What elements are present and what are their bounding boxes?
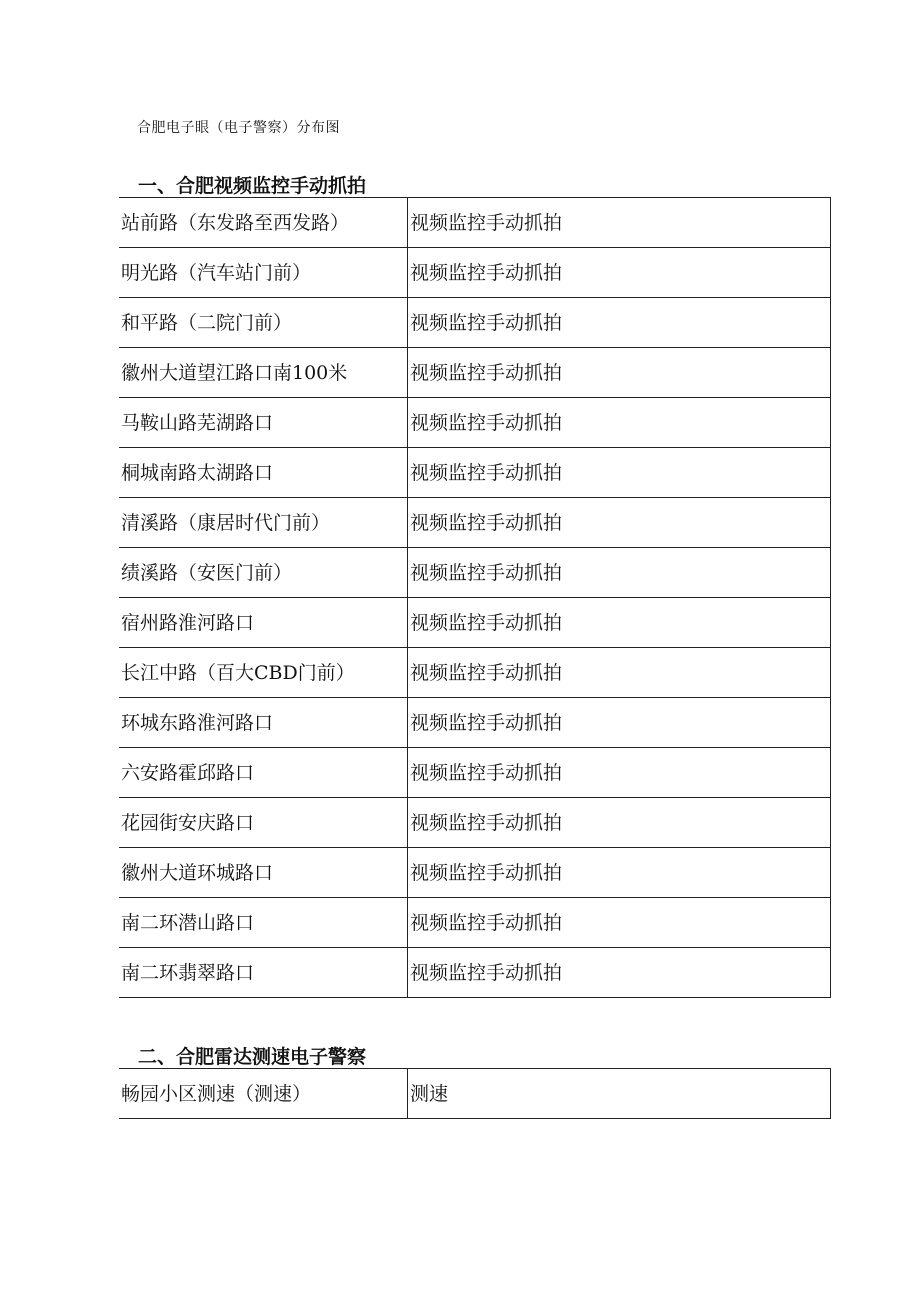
location-cell: 明光路（汽车站门前） bbox=[119, 248, 408, 298]
type-cell: 视频监控手动抓拍 bbox=[408, 348, 831, 398]
location-cell: 绩溪路（安医门前） bbox=[119, 548, 408, 598]
table-row bbox=[119, 348, 831, 398]
location-cell: 马鞍山路芜湖路口 bbox=[119, 398, 408, 448]
location-cell: 畅园小区测速（测速） bbox=[119, 1069, 408, 1119]
table-row bbox=[119, 498, 831, 548]
table-row bbox=[119, 298, 831, 348]
location-cell: 和平路（二院门前） bbox=[119, 298, 408, 348]
table-row bbox=[119, 898, 831, 948]
type-cell: 视频监控手动抓拍 bbox=[408, 598, 831, 648]
table-row bbox=[119, 648, 831, 698]
type-cell: 视频监控手动抓拍 bbox=[408, 398, 831, 448]
table-row bbox=[119, 798, 831, 848]
table-row bbox=[119, 698, 831, 748]
type-cell: 视频监控手动抓拍 bbox=[408, 748, 831, 798]
type-cell: 视频监控手动抓拍 bbox=[408, 848, 831, 898]
location-cell: 徽州大道环城路口 bbox=[119, 848, 408, 898]
table-row bbox=[119, 848, 831, 898]
type-cell: 视频监控手动抓拍 bbox=[408, 498, 831, 548]
table-row bbox=[119, 1069, 831, 1119]
type-cell: 视频监控手动抓拍 bbox=[408, 648, 831, 698]
section-heading-manual-capture: 一、合肥视频监控手动抓拍 bbox=[138, 175, 367, 197]
location-cell: 清溪路（康居时代门前） bbox=[119, 498, 408, 548]
type-cell: 视频监控手动抓拍 bbox=[408, 198, 831, 248]
location-cell: 长江中路（百大CBD门前） bbox=[119, 648, 408, 698]
location-cell: 站前路（东发路至西发路） bbox=[119, 198, 408, 248]
table-row bbox=[119, 248, 831, 298]
table-row bbox=[119, 398, 831, 448]
type-cell: 视频监控手动抓拍 bbox=[408, 798, 831, 848]
radar-speed-table bbox=[119, 1068, 831, 1119]
table-row bbox=[119, 748, 831, 798]
type-cell: 视频监控手动抓拍 bbox=[408, 948, 831, 998]
type-cell: 视频监控手动抓拍 bbox=[408, 698, 831, 748]
table-row bbox=[119, 548, 831, 598]
location-cell: 宿州路淮河路口 bbox=[119, 598, 408, 648]
location-cell: 环城东路淮河路口 bbox=[119, 698, 408, 748]
location-cell: 桐城南路太湖路口 bbox=[119, 448, 408, 498]
type-cell: 视频监控手动抓拍 bbox=[408, 298, 831, 348]
manual-capture-table bbox=[119, 197, 831, 998]
type-cell: 视频监控手动抓拍 bbox=[408, 248, 831, 298]
location-cell: 徽州大道望江路口南100米 bbox=[119, 348, 408, 398]
section-heading-radar-speed: 二、合肥雷达测速电子警察 bbox=[138, 1046, 367, 1068]
table-row bbox=[119, 448, 831, 498]
type-cell: 视频监控手动抓拍 bbox=[408, 548, 831, 598]
type-cell: 视频监控手动抓拍 bbox=[408, 898, 831, 948]
type-cell: 测速 bbox=[408, 1069, 831, 1119]
table-row bbox=[119, 198, 831, 248]
location-cell: 花园街安庆路口 bbox=[119, 798, 408, 848]
location-cell: 南二环潜山路口 bbox=[119, 898, 408, 948]
table-row bbox=[119, 598, 831, 648]
table-row bbox=[119, 948, 831, 998]
document-title: 合肥电子眼（电子警察）分布图 bbox=[137, 120, 340, 136]
type-cell: 视频监控手动抓拍 bbox=[408, 448, 831, 498]
location-cell: 六安路霍邱路口 bbox=[119, 748, 408, 798]
location-cell: 南二环翡翠路口 bbox=[119, 948, 408, 998]
